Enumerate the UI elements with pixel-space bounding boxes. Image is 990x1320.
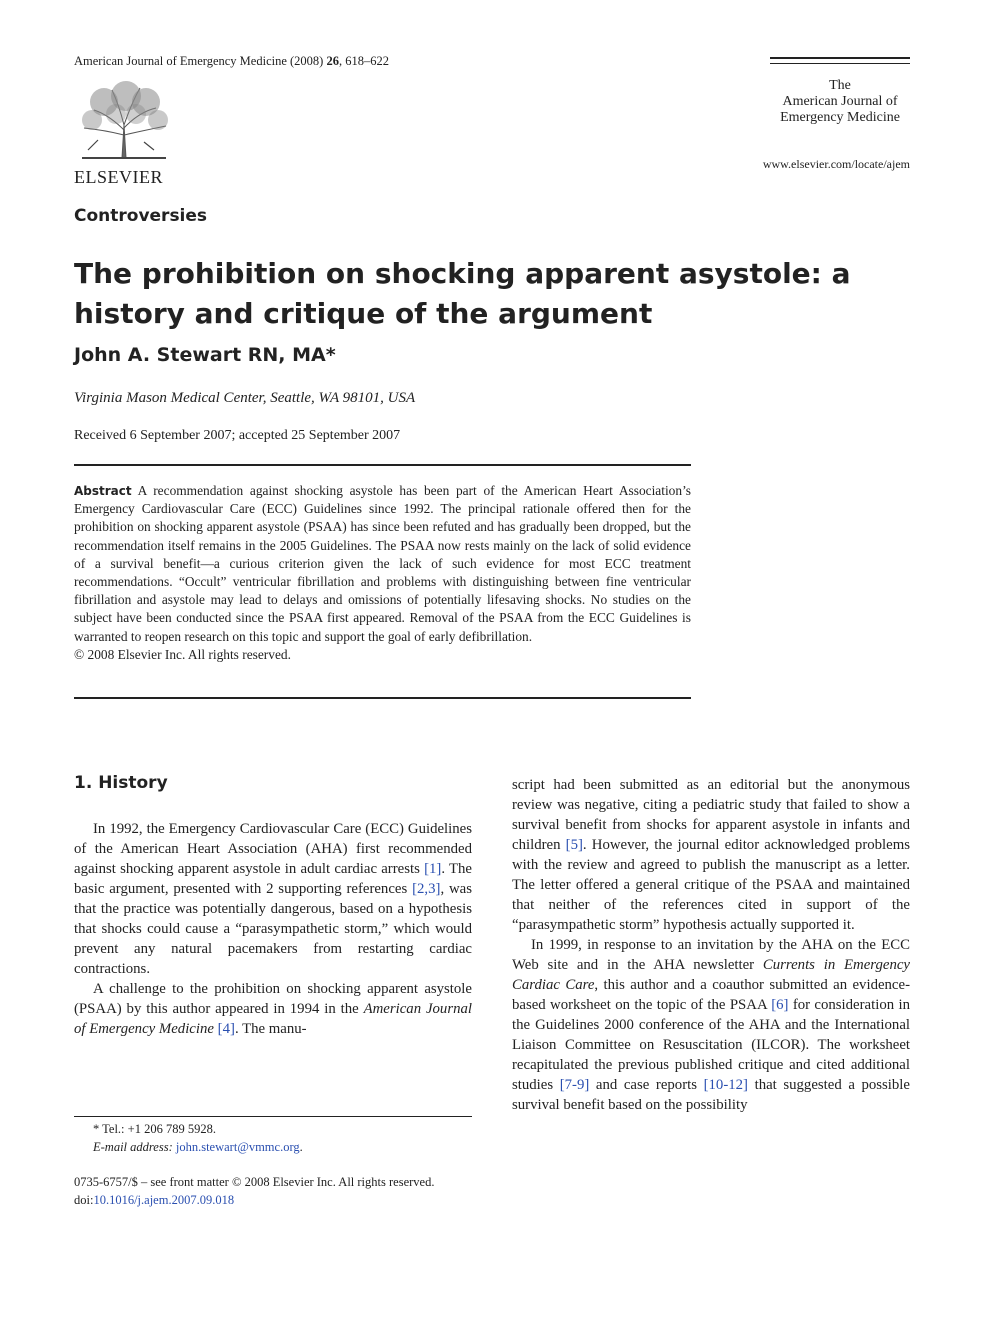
- reference-link[interactable]: [1]: [424, 861, 442, 877]
- masthead-rule: [770, 57, 910, 59]
- front-matter-info: [74, 1173, 434, 1209]
- footnotes: [93, 1120, 303, 1156]
- text-run: In 1999, in response to an invitation by the AHA on the ECC Web site and in the AHA newsletter: [512, 937, 910, 973]
- elsevier-tree-icon: [74, 80, 174, 160]
- elsevier-logo: [74, 80, 174, 187]
- received-dates: Received 6 September 2007; accepted 25 September 2007: [74, 428, 401, 443]
- author-name: John A. Stewart RN, MA*: [74, 344, 336, 366]
- journal-name-line2: American Journal of: [782, 94, 898, 109]
- journal-url[interactable]: www.elsevier.com/locate/ajem: [762, 157, 910, 171]
- text-run: , was that the practice was potentially dangerous, based on a hypothesis that shocks could cause a “parasympathetic storm,” which would prevent any natural pacemakers from restarting cardiac contractions.: [74, 881, 472, 977]
- journal-name-italic: American Journal of Emergency Medicine: [74, 1001, 472, 1037]
- newsletter-name-italic: Currents in Emergency Cardiac Care: [512, 957, 910, 993]
- abstract-rule-top: [74, 464, 691, 466]
- text-run: . However, the journal editor acknowledged problems with the review and agreed to publish the manuscript as a letter. The letter offered a general critique of the PSAA and maintained that neither of the references cited in support of the “parasympathetic storm” hypothesis actually supported it.: [512, 837, 910, 933]
- abstract-label: Abstract: [74, 484, 132, 498]
- citation-journal: American Journal of Emergency Medicine (2008): [74, 54, 324, 68]
- journal-citation: [74, 54, 389, 69]
- issn-line: 0735-6757/$ – see front matter © 2008 Elsevier Inc. All rights reserved.: [74, 1175, 435, 1189]
- footnote-rule: [74, 1116, 472, 1117]
- text-run: .: [299, 1140, 303, 1154]
- citation-pages: , 618–622: [338, 54, 389, 68]
- email-label: E-mail address:: [93, 1140, 173, 1154]
- reference-link[interactable]: [10-12]: [703, 1077, 748, 1093]
- journal-name-line3: Emergency Medicine: [780, 110, 900, 125]
- reference-link[interactable]: [5]: [565, 837, 583, 853]
- citation-volume: 26: [326, 54, 339, 68]
- abstract-rule-bottom: [74, 697, 691, 699]
- footnote-email: [93, 1138, 303, 1156]
- masthead-rule-thin: [770, 63, 910, 64]
- journal-name-line1: The: [829, 78, 851, 93]
- paragraph: [74, 979, 472, 1039]
- abstract: [74, 482, 691, 664]
- text-run: , this author and a coauthor submitted an evidence-based worksheet on the topic of the PSAA: [512, 977, 910, 1013]
- text-run: script had been submitted as an editorial but the anonymous review was negative, citing a pediatric study that failed to show a survival benefit from shocks for apparent asystole in infants and children: [512, 777, 910, 853]
- text-run: that suggested a possible survival benefit based on the possibility: [512, 1077, 910, 1113]
- text-run: In 1992, the Emergency Cardiovascular Care (ECC) Guidelines of the American Heart Association (AHA) first recommended against shocking apparent asystole in adult cardiac arrests: [74, 821, 472, 877]
- article-title: The prohibition on shocking apparent asystole: a history and critique of the argument: [74, 257, 851, 330]
- reference-link[interactable]: [4]: [217, 1021, 235, 1037]
- paragraph: [512, 935, 910, 1115]
- reference-link[interactable]: [6]: [771, 997, 789, 1013]
- affiliation: Virginia Mason Medical Center, Seattle, WA 98101, USA: [74, 390, 416, 406]
- text-run: for consideration in the Guidelines 2000 conference of the AHA and the International Liaison Committee on Resuscitation (ILCOR). The worksheet recapitulated the previous published critique and cited additional studies: [512, 997, 910, 1093]
- body-column-right: [512, 775, 910, 1115]
- doi-link[interactable]: 10.1016/j.ajem.2007.09.018: [93, 1193, 235, 1207]
- doi-line: [74, 1191, 434, 1209]
- publisher-name: ELSEVIER: [74, 167, 163, 187]
- reference-link[interactable]: [2,3]: [412, 881, 441, 897]
- text-run: A challenge to the prohibition on shocking apparent asystole (PSAA) by this author appeared in 1994 in the: [74, 981, 472, 1017]
- abstract-copyright: © 2008 Elsevier Inc. All rights reserved.: [74, 646, 291, 662]
- text-run: . The basic argument, presented with 2 supporting references: [74, 861, 472, 897]
- doi-label: doi:: [74, 1193, 94, 1207]
- text-run: . The manu-: [234, 1021, 307, 1037]
- journal-masthead: [770, 57, 910, 126]
- email-link[interactable]: john.stewart@vmmc.org: [175, 1140, 300, 1154]
- section-heading-history: 1. History: [74, 773, 168, 793]
- footnote-tel: * Tel.: +1 206 789 5928.: [93, 1122, 216, 1136]
- paragraph: [74, 819, 472, 979]
- reference-link[interactable]: [7-9]: [559, 1077, 590, 1093]
- paragraph: [512, 775, 910, 935]
- journal-name: [770, 78, 910, 126]
- section-label: Controversies: [74, 206, 208, 226]
- body-column-left: [74, 819, 472, 1039]
- abstract-text: A recommendation against shocking asystole has been part of the American Heart Association’s Emergency Cardiovascular Care (ECC) Guidelines since 1992. The principal rationale offered then for the prohibition on shocking apparent asystole (PSAA) has since been refuted and has gradually been dropped, but the recommendation itself remains in the 2005 Guidelines. The PSAA now rests mainly on the lack of solid evidence of a survival benefit—a curious criterion given the lack of such evidence for most ECC treatment recommendations. “Occult” ventricular fibrillation and problems with distinguishing between fine ventricular fibrillation and asystole may lead to delays and omissions of potentially lifesaving shocks. No studies on the subject have been conducted since the PSAA first appeared. Removal of the PSAA from the ECC Guidelines is warranted to reopen research on this topic and support the goal of early defibrillation.: [74, 483, 692, 644]
- text-run: and case reports: [589, 1077, 704, 1093]
